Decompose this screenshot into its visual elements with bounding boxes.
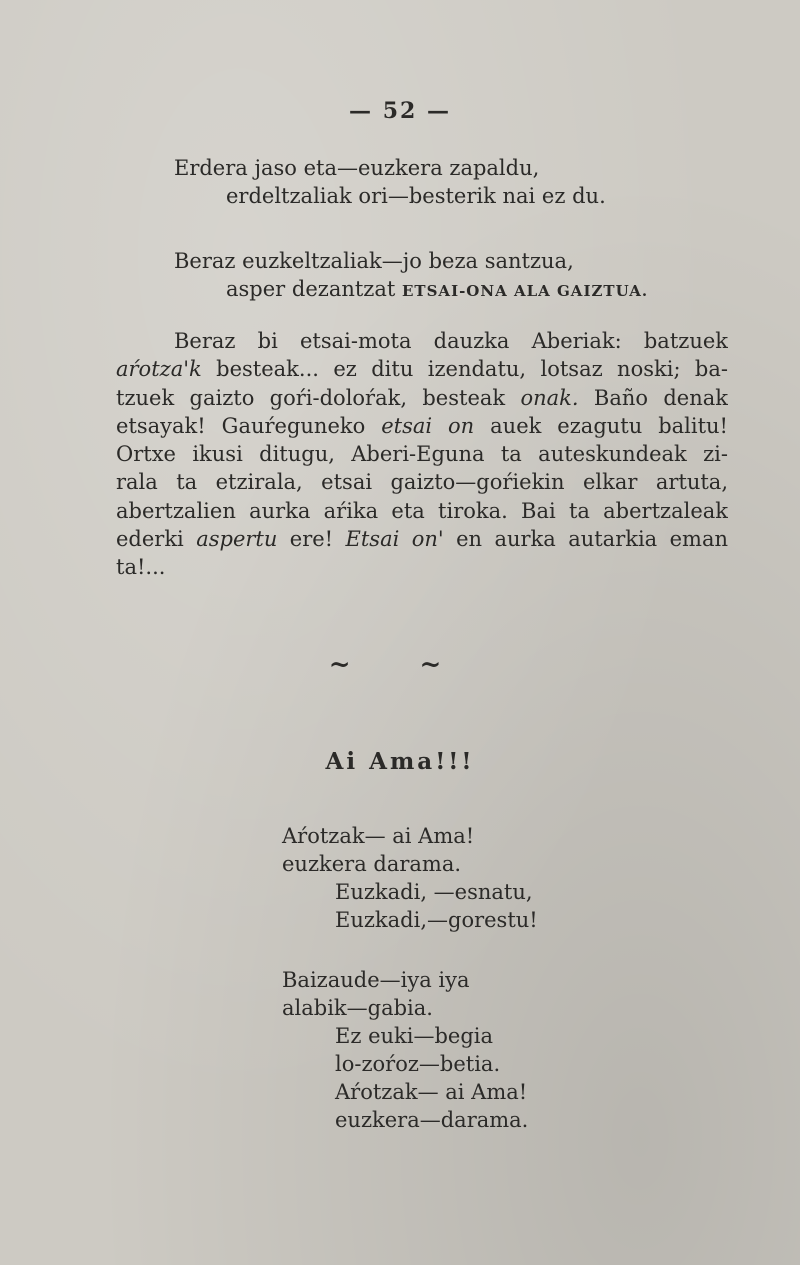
- stanza1-line1: Erdera jaso eta—euzkera zapaldu,: [174, 156, 540, 180]
- paragraph-text: etsayak! Gauŕeguneko: [116, 413, 382, 438]
- paragraph-line: [116, 412, 728, 440]
- paragraph-line: rala ta etzirala, etsai gaizto—goŕiekin elkar artuta,: [116, 470, 728, 495]
- page-number: — 52 —: [349, 98, 451, 124]
- paragraph-text: ere!: [277, 527, 346, 552]
- section-heading: Ai Ama!!!: [325, 748, 475, 775]
- paragraph-line: Beraz bi etsai-mota dauzka Aberiak: batzuek: [174, 329, 728, 353]
- paragraph-line: [116, 355, 728, 383]
- poem-line: Euzkadi, —esnatu,: [335, 880, 533, 904]
- italic-term: etsai on: [381, 413, 475, 438]
- paragraph-text: ederki: [116, 527, 197, 552]
- paragraph-line: [116, 525, 728, 553]
- poem-line: Baizaude—iya iya: [282, 968, 470, 992]
- poem-line: Aŕotzak— ai Ama!: [282, 824, 475, 848]
- italic-term: aspertu: [196, 527, 278, 552]
- stanza1-line2: erdeltzaliak ori—besterik nai ez du.: [226, 184, 606, 208]
- paragraph-text: tzuek gaizto goŕi-doloŕak, besteak: [116, 385, 521, 410]
- poem-line: lo-zoŕoz—betia.: [335, 1052, 501, 1076]
- stanza2-line2: [226, 276, 648, 304]
- poem-line: euzkera—darama.: [335, 1108, 529, 1132]
- poem-line: Aŕotzak— ai Ama!: [335, 1080, 528, 1104]
- poem-line: Ez euki—begia: [335, 1024, 494, 1048]
- paragraph-line: Ortxe ikusi ditugu, Aberi-Eguna ta auteskundeak zi-: [116, 442, 728, 467]
- paragraph: [116, 327, 728, 582]
- stanza2-line2-start: asper dezantzat: [226, 277, 402, 301]
- paragraph-text: auek ezagutu balitu!: [474, 413, 728, 438]
- stanza2-caps-text: ETSAI-ONA ALA GAIZTUA.: [402, 282, 649, 300]
- italic-term: Etsai on': [345, 527, 444, 552]
- poem-line: alabik—gabia.: [282, 996, 433, 1020]
- paragraph-text: Baño denak: [578, 385, 728, 410]
- paragraph-text: besteak... ez ditu izendatu, lotsaz noski; ba-: [201, 357, 728, 382]
- stanza2-line1: Beraz euzkeltzaliak—jo beza santzua,: [174, 249, 574, 273]
- paragraph-line: ta!...: [116, 555, 166, 580]
- poem-line: Euzkadi,—gorestu!: [335, 908, 538, 932]
- ornament-divider: ~ ~: [328, 650, 472, 680]
- paragraph-line: abertzalien aurka aŕika eta tiroka. Bai ta abertzaleak: [116, 498, 728, 523]
- italic-term: onak.: [520, 385, 579, 410]
- poem-line: euzkera darama.: [282, 852, 462, 876]
- paragraph-line: [116, 384, 728, 412]
- italic-term: aŕotza'k: [116, 357, 202, 382]
- paragraph-text: en aurka autarkia eman: [443, 527, 728, 552]
